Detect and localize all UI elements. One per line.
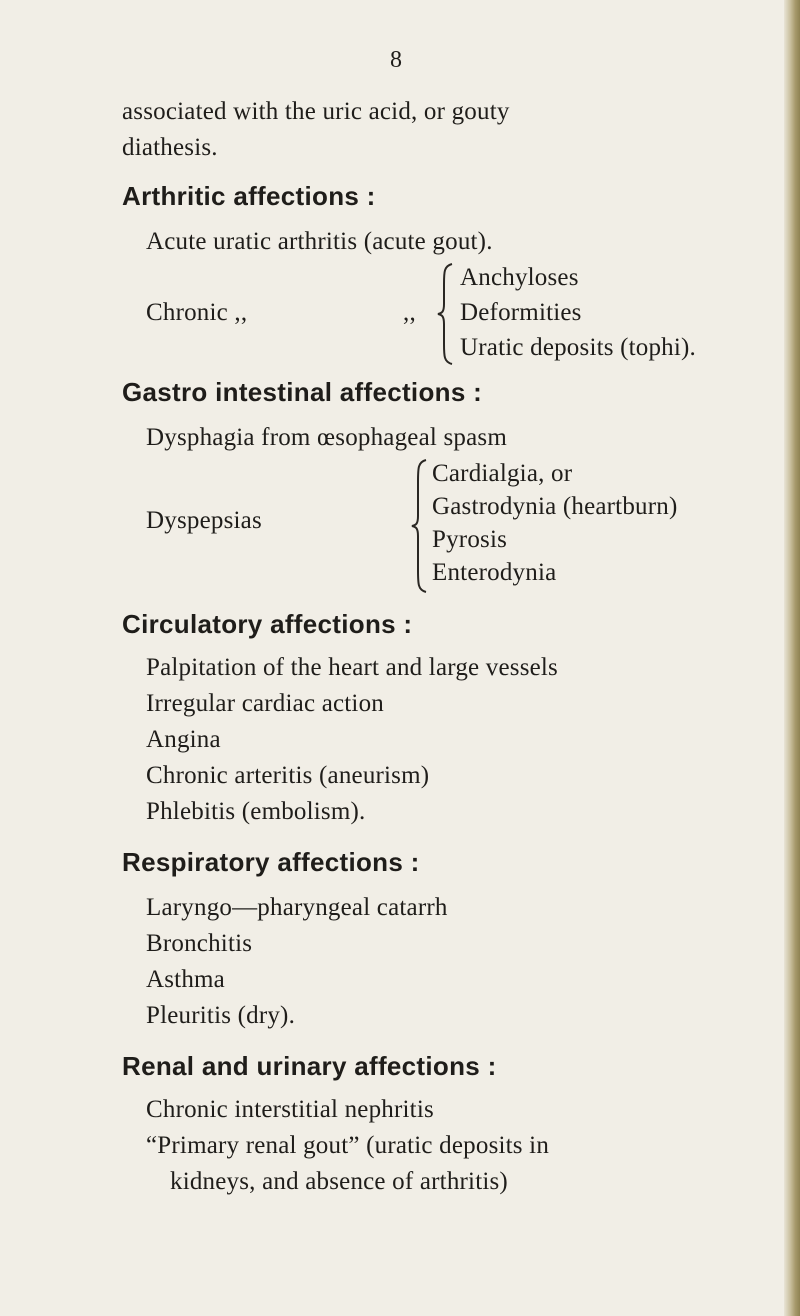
renal-item: “Primary renal gout” (uratic deposits in bbox=[146, 1132, 550, 1159]
circulatory-item: Chronic arteritis (aneurism) bbox=[146, 762, 430, 789]
heading-respiratory: Respiratory affections : bbox=[122, 847, 420, 877]
heading-circulatory: Circulatory affections : bbox=[122, 609, 413, 639]
circulatory-item: Phlebitis (embolism). bbox=[146, 798, 366, 825]
page-number: 8 bbox=[390, 47, 403, 73]
dyspepsias-item: Pyrosis bbox=[432, 526, 508, 553]
intro-line-1: associated with the uric acid, or gouty bbox=[122, 98, 510, 125]
arthritic-chronic-label: Chronic ,, bbox=[146, 299, 248, 326]
chronic-item: Anchyloses bbox=[460, 264, 579, 291]
arthritic-chronic-ditto: ,, bbox=[403, 299, 416, 326]
heading-renal: Renal and urinary affections : bbox=[122, 1051, 497, 1081]
intro-line-2: diathesis. bbox=[122, 134, 218, 161]
respiratory-item: Laryngo—pharyngeal catarrh bbox=[146, 894, 448, 921]
respiratory-item: Pleuritis (dry). bbox=[146, 1002, 296, 1029]
chronic-brace bbox=[436, 262, 458, 366]
renal-item: Chronic interstitial nephritis bbox=[146, 1096, 434, 1123]
circulatory-item: Palpitation of the heart and large vessels bbox=[146, 654, 558, 681]
heading-arthritic: Arthritic affections : bbox=[122, 181, 376, 211]
circulatory-item: Angina bbox=[146, 726, 221, 753]
dyspepsias-item: Enterodynia bbox=[432, 559, 557, 586]
circulatory-item: Irregular cardiac action bbox=[146, 690, 384, 717]
dyspepsias-item: Gastrodynia (heartburn) bbox=[432, 493, 678, 520]
dyspepsias-label: Dyspepsias bbox=[146, 507, 262, 534]
page-edge-shadow bbox=[784, 0, 800, 1316]
dyspepsias-brace bbox=[410, 458, 432, 594]
dyspepsias-item: Cardialgia, or bbox=[432, 460, 573, 487]
chronic-item: Deformities bbox=[460, 299, 582, 326]
renal-item: kidneys, and absence of arthritis) bbox=[170, 1168, 508, 1195]
gastro-dysphagia: Dysphagia from œsophageal spasm bbox=[146, 424, 507, 451]
heading-gastro: Gastro intestinal affections : bbox=[122, 377, 483, 407]
respiratory-item: Bronchitis bbox=[146, 930, 253, 957]
respiratory-item: Asthma bbox=[146, 966, 225, 993]
arthritic-acute: Acute uratic arthritis (acute gout). bbox=[146, 228, 493, 255]
chronic-item: Uratic deposits (tophi). bbox=[460, 334, 697, 361]
